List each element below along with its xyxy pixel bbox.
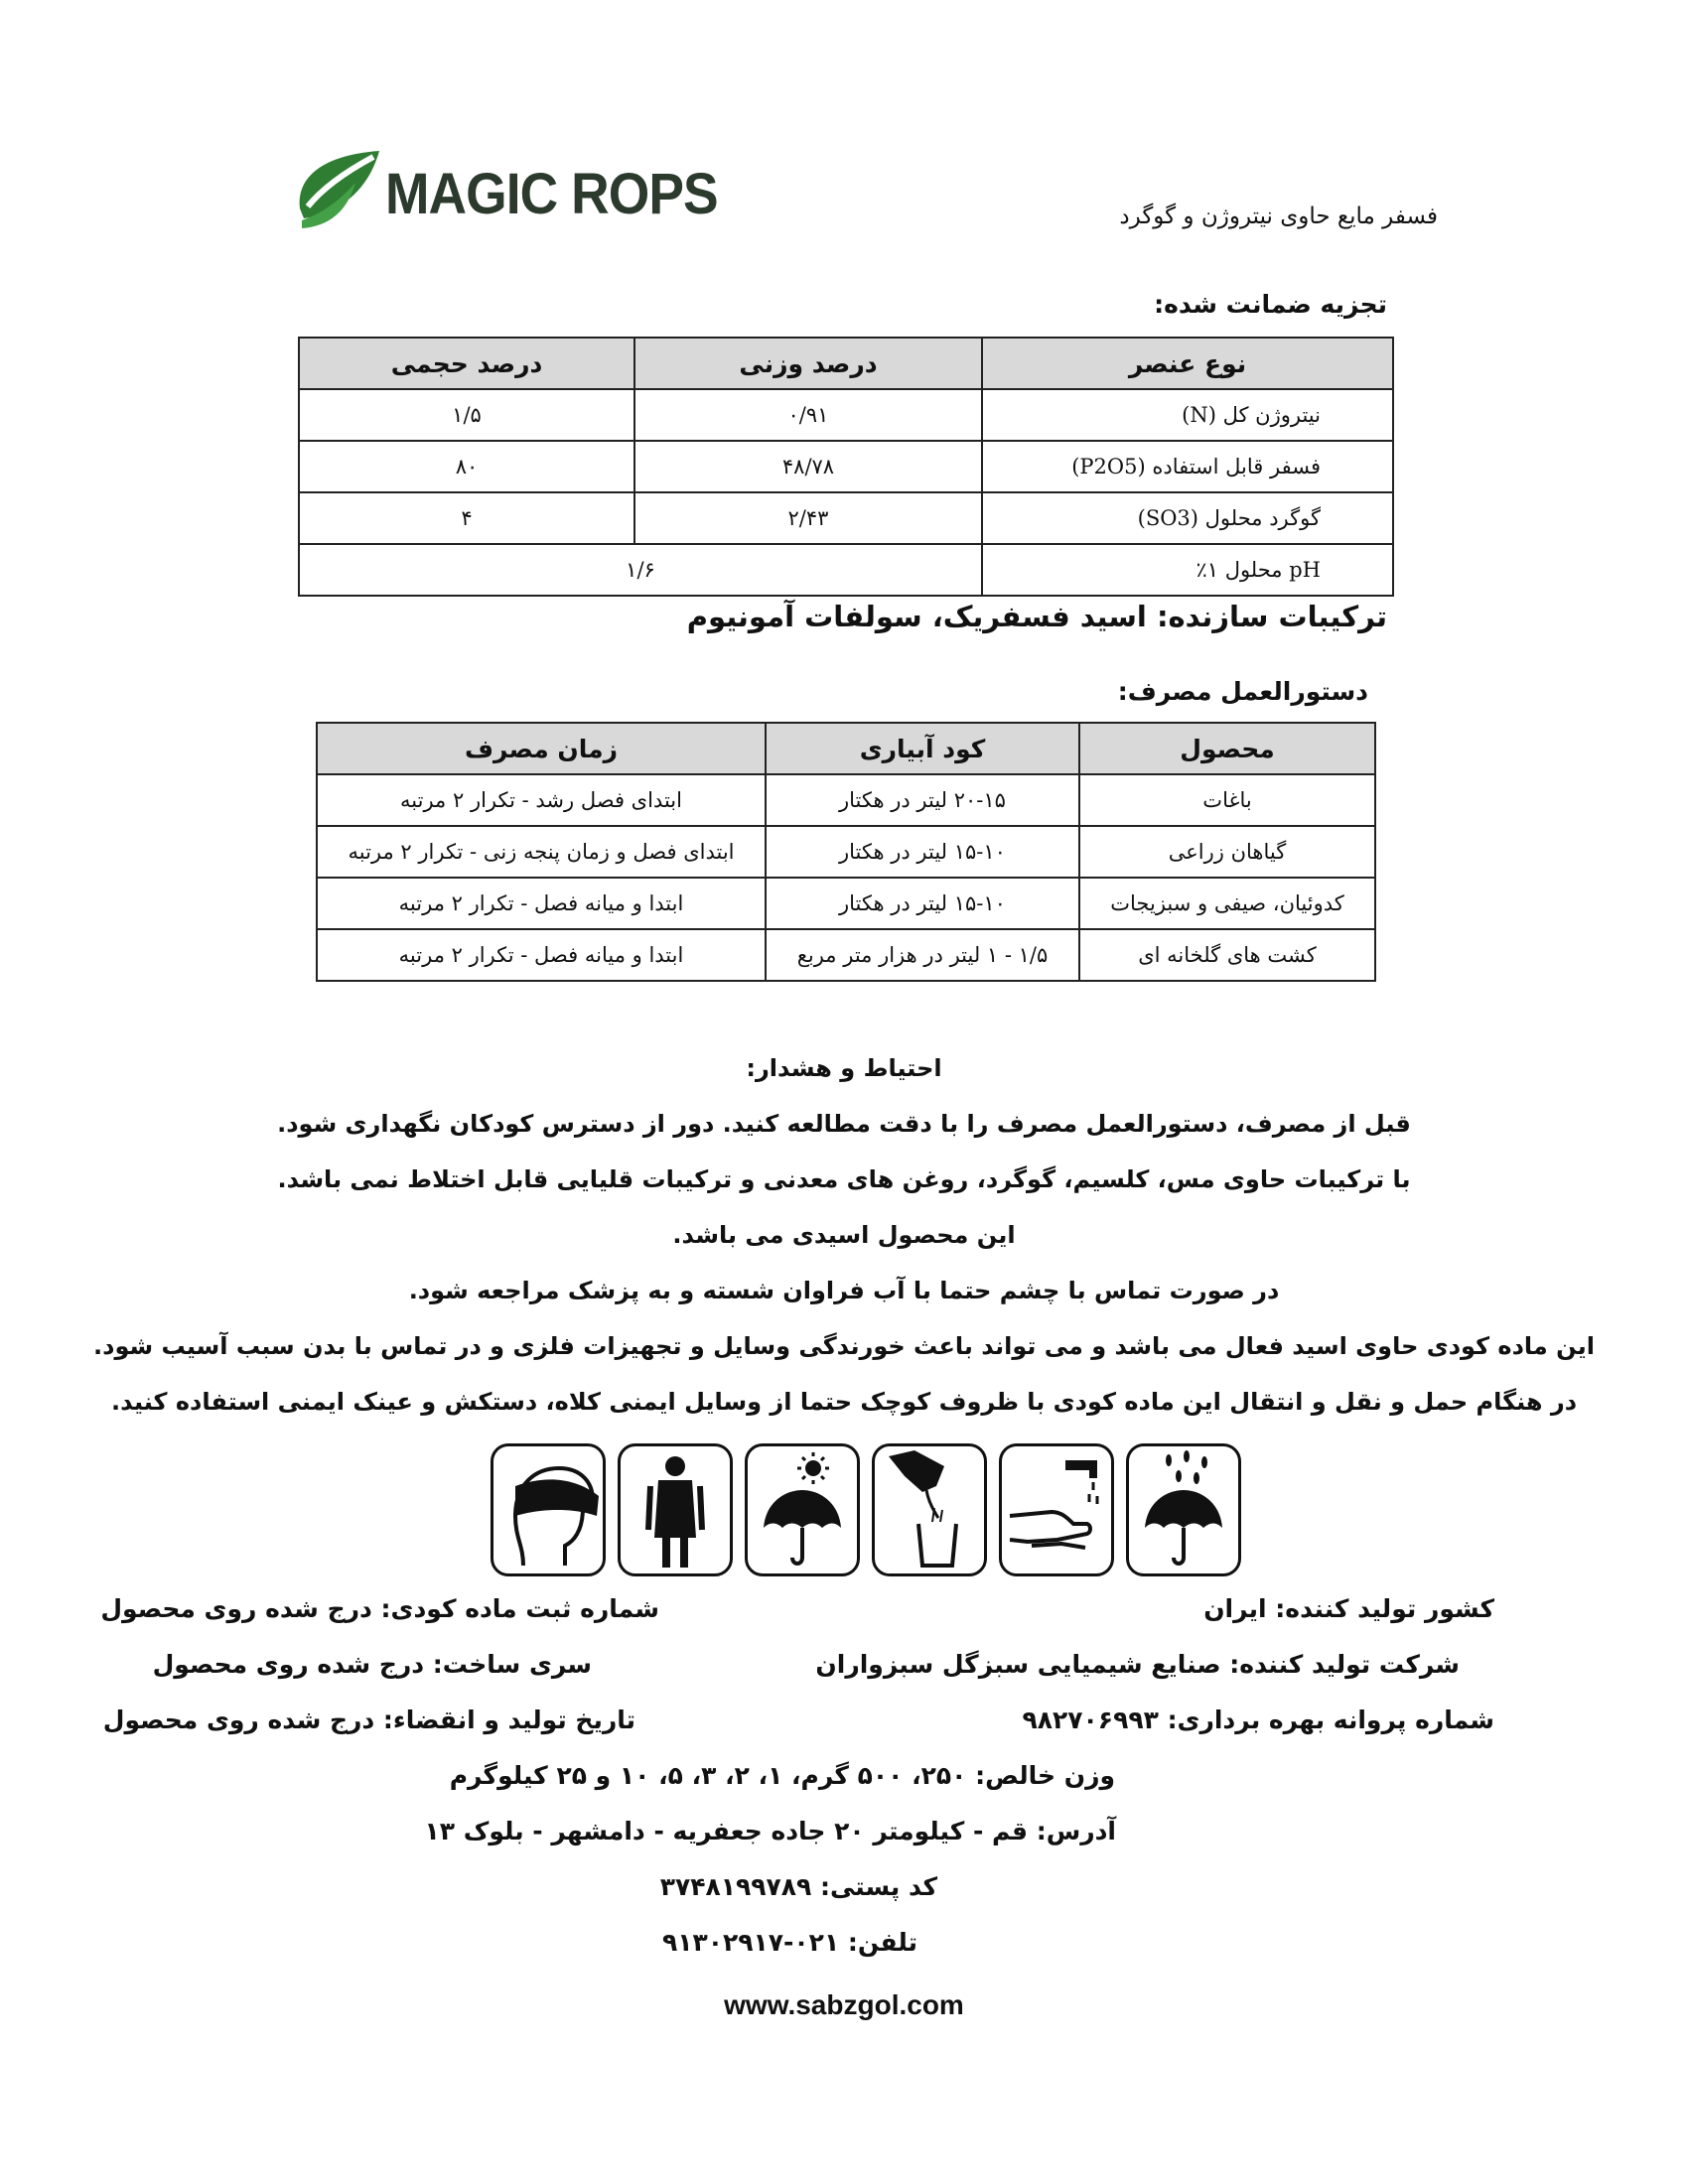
producer-company: شرکت تولید کننده: صنایع شیمیایی سبزگل سبزواران <box>815 1650 1460 1679</box>
usage-heading: دستورالعمل مصرف: <box>1117 677 1368 706</box>
time-cell: ابتدای فصل رشد - تکرار ۲ مرتبه <box>317 774 766 826</box>
keep-dry-icon <box>1126 1443 1241 1576</box>
dose-cell: ۱۵-۱۰ لیتر در هکتار <box>766 878 1079 929</box>
producer-country: کشور تولید کننده: ایران <box>1203 1594 1494 1623</box>
pour-liquid-icon <box>872 1443 987 1576</box>
table-row <box>299 389 1393 441</box>
leaf-logo-icon <box>294 147 385 232</box>
precautions-section <box>79 1040 1609 1430</box>
wear-apron-icon <box>618 1443 733 1576</box>
column-header: زمان مصرف <box>317 723 766 774</box>
crop-cell: باغات <box>1079 774 1375 826</box>
dose-cell: ۲۰-۱۵ لیتر در هکتار <box>766 774 1079 826</box>
time-cell: ابتدا و میانه فصل - تکرار ۲ مرتبه <box>317 929 766 981</box>
precaution-line: در صورت تماس با چشم حتما با آب فراوان شسته و به پزشک مراجعه شود. <box>408 1277 1280 1304</box>
net-weight: وزن خالص: ۲۵۰، ۵۰۰ گرم، ۱، ۲، ۳، ۵، ۱۰ و ۲۵ کیلوگرم <box>449 1761 1115 1790</box>
brand-logo <box>294 147 718 236</box>
crop-cell: گیاهان زراعی <box>1079 826 1375 878</box>
batch-number: سری ساخت: درج شده روی محصول <box>152 1650 592 1679</box>
column-header: نوع عنصر <box>982 338 1393 389</box>
crop-cell: کشت های گلخانه ای <box>1079 929 1375 981</box>
volume-cell: ۱/۵ <box>299 389 634 441</box>
table-row <box>317 929 1375 981</box>
precaution-line: قبل از مصرف، دستورالعمل مصرف را با دقت مطالعه کنید. دور از دسترس کودکان نگهداری شود. <box>277 1110 1411 1138</box>
table-header-row <box>317 723 1375 774</box>
weight-cell: ۴۸/۷۸ <box>634 441 982 492</box>
table-row <box>299 544 1393 596</box>
production-expiry-dates: تاریخ تولید و انقضاء: درج شده روی محصول <box>102 1706 635 1734</box>
column-header: محصول <box>1079 723 1375 774</box>
time-cell: ابتدا و میانه فصل - تکرار ۲ مرتبه <box>317 878 766 929</box>
registration-number: شماره ثبت ماده کودی: درج شده روی محصول <box>100 1594 659 1623</box>
wear-goggles-icon <box>491 1443 606 1576</box>
precaution-line: این ماده کودی حاوی اسید فعال می باشد و می تواند باعث خورندگی وسایل و تجهیزات فلزی و در تماس با بدن سبب آسیب شود. <box>93 1332 1595 1360</box>
ph-value-cell: ۱/۶ <box>299 544 982 596</box>
crop-cell: کدوئیان، صیفی و سبزیجات <box>1079 878 1375 929</box>
dose-cell: ۱/۵ - ۱ لیتر در هزار متر مربع <box>766 929 1079 981</box>
license-number: شماره پروانه بهره برداری: ۹۸۲۷۰۶۹۹۳ <box>1022 1706 1494 1734</box>
analysis-heading: تجزیه ضمانت شده: <box>1154 290 1387 319</box>
safety-pictograms <box>491 1443 1245 1578</box>
ph-label-cell: pH محلول ۱٪ <box>982 544 1393 596</box>
postal-code: کد پستی: ۳۷۴۸۱۹۹۷۸۹ <box>659 1872 937 1901</box>
usage-table <box>316 722 1376 982</box>
element-cell: فسفر قابل استفاده (P2O5) <box>982 441 1393 492</box>
precautions-heading: احتیاط و هشدار: <box>746 1054 942 1082</box>
time-cell: ابتدای فصل و زمان پنجه زنی - تکرار ۲ مرتبه <box>317 826 766 878</box>
ingredients-line: ترکیبات سازنده: اسید فسفریک، سولفات آمونیوم <box>686 600 1387 633</box>
column-header: کود آبیاری <box>766 723 1079 774</box>
keep-from-sun-icon <box>745 1443 860 1576</box>
weight-cell: ۰/۹۱ <box>634 389 982 441</box>
column-header: درصد وزنی <box>634 338 982 389</box>
weight-cell: ۲/۴۳ <box>634 492 982 544</box>
address: آدرس: قم - کیلومتر ۲۰ جاده جعفریه - دامشهر - بلوک ۱۳ <box>424 1817 1116 1845</box>
table-row <box>317 878 1375 929</box>
precaution-line: با ترکیبات حاوی مس، کلسیم، گوگرد، روغن های معدنی و ترکیبات قلیایی قابل اختلاط نمی باشد. <box>277 1165 1411 1193</box>
product-title: فسفر مایع حاوی نیتروژن و گوگرد <box>1119 204 1438 229</box>
website-link[interactable]: www.sabzgol.com <box>724 1989 964 2020</box>
table-header-row <box>299 338 1393 389</box>
volume-cell: ۸۰ <box>299 441 634 492</box>
table-row <box>299 441 1393 492</box>
precaution-line: در هنگام حمل و نقل و انتقال این ماده کودی با ظروف کوچک حتما از وسایل ایمنی کلاه، دستکش و عینک ایمنی استفاده کنید. <box>110 1388 1578 1416</box>
table-row <box>299 492 1393 544</box>
analysis-table <box>298 337 1394 597</box>
wash-hands-icon <box>999 1443 1114 1576</box>
table-row <box>317 826 1375 878</box>
precaution-line: این محصول اسیدی می باشد. <box>672 1221 1016 1249</box>
phone-number: تلفن: ۰۲۱-۹۱۳۰۲۹۱۷ <box>661 1928 917 1957</box>
column-header: درصد حجمی <box>299 338 634 389</box>
element-cell: نیتروژن کل (N) <box>982 389 1393 441</box>
dose-cell: ۱۵-۱۰ لیتر در هکتار <box>766 826 1079 878</box>
volume-cell: ۴ <box>299 492 634 544</box>
element-cell: گوگرد محلول (SO3) <box>982 492 1393 544</box>
table-row <box>317 774 1375 826</box>
brand-name: MAGIC ROPS <box>385 162 718 226</box>
